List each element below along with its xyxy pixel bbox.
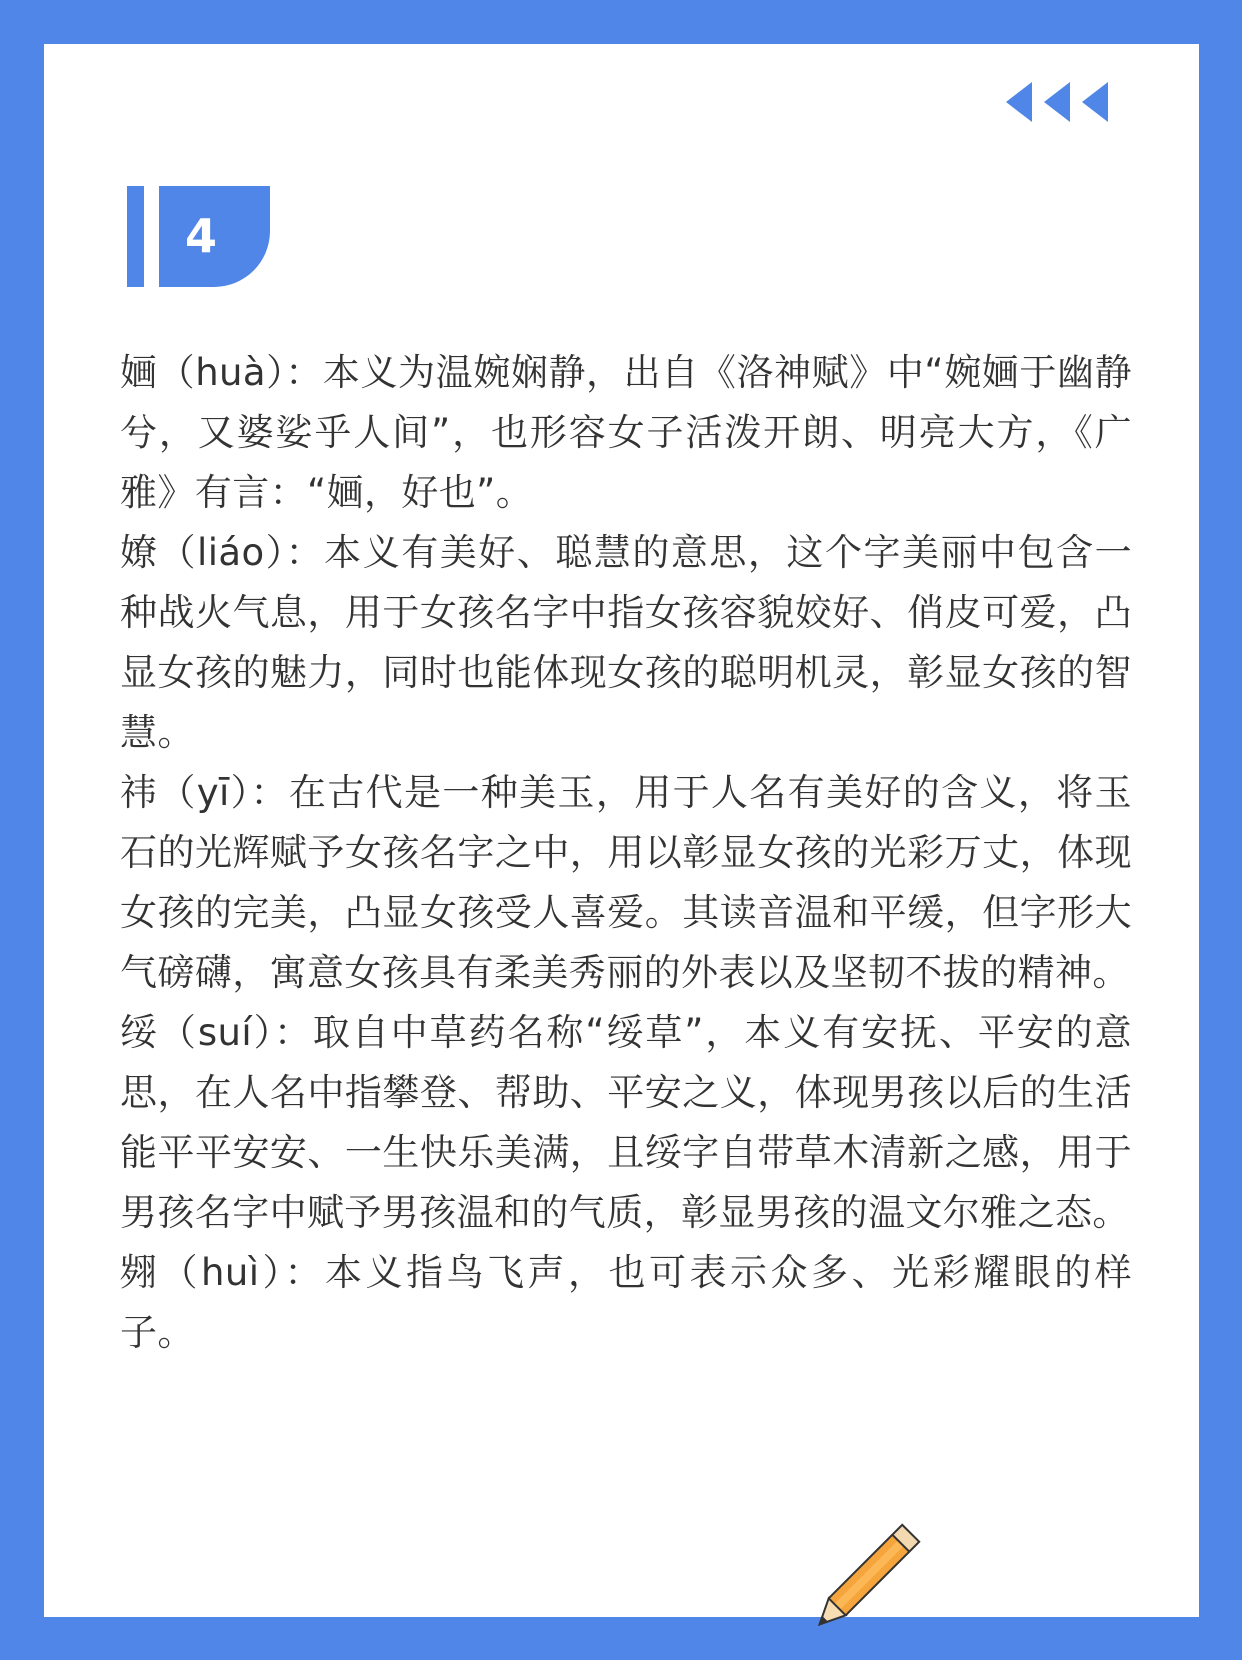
chevron-left-icon [1044,82,1070,122]
entry-paragraph: 嫽（liáo）：本义有美好、聪慧的意思，这个字美丽中包含一种战火气息，用于女孩名字中指女孩容貌姣好、俏皮可爱，凸显女孩的魅力，同时也能体现女孩的聪明机灵，彰显女孩的智慧。 [120,531,1132,754]
section-badge-bar [127,186,144,287]
triple-left-chevron-icon [1006,82,1108,122]
entry-paragraph: 婳（huà）：本义为温婉娴静，出自《洛神赋》中“婉婳于幽静兮，又婆娑乎人间”，也形容女子活泼开朗、明亮大方，《广雅》有言：“婳，好也”。 [120,351,1132,514]
chevron-left-icon [1082,82,1108,122]
entry-paragraph: 祎（yī）：在古代是一种美玉，用于人名有美好的含义，将玉石的光辉赋予女孩名字之中，用以彰显女孩的光彩万丈，体现女孩的完美，凸显女孩受人喜爱。其读音温和平缓，但字形大气磅礴，寓意女孩具有柔美秀丽的外表以及坚韧不拔的精神。 [120,771,1132,994]
chevron-left-icon [1006,82,1032,122]
entry-paragraph: 绥（suí）：取自中草药名称“绥草”，本义有安抚、平安的意思，在人名中指攀登、帮助、平安之义，体现男孩以后的生活能平平安安、一生快乐美满，且绥字自带草木清新之感，用于男孩名字中赋予男孩温和的气质，彰显男孩的温文尔雅之态。 [120,1011,1132,1234]
entry-paragraph: 翙（huì）：本义指鸟飞声，也可表示众多、光彩耀眼的样子。 [120,1251,1132,1354]
pencil-icon [794,1500,944,1650]
section-number: 4 [185,209,218,263]
entry-list [120,343,1132,1363]
